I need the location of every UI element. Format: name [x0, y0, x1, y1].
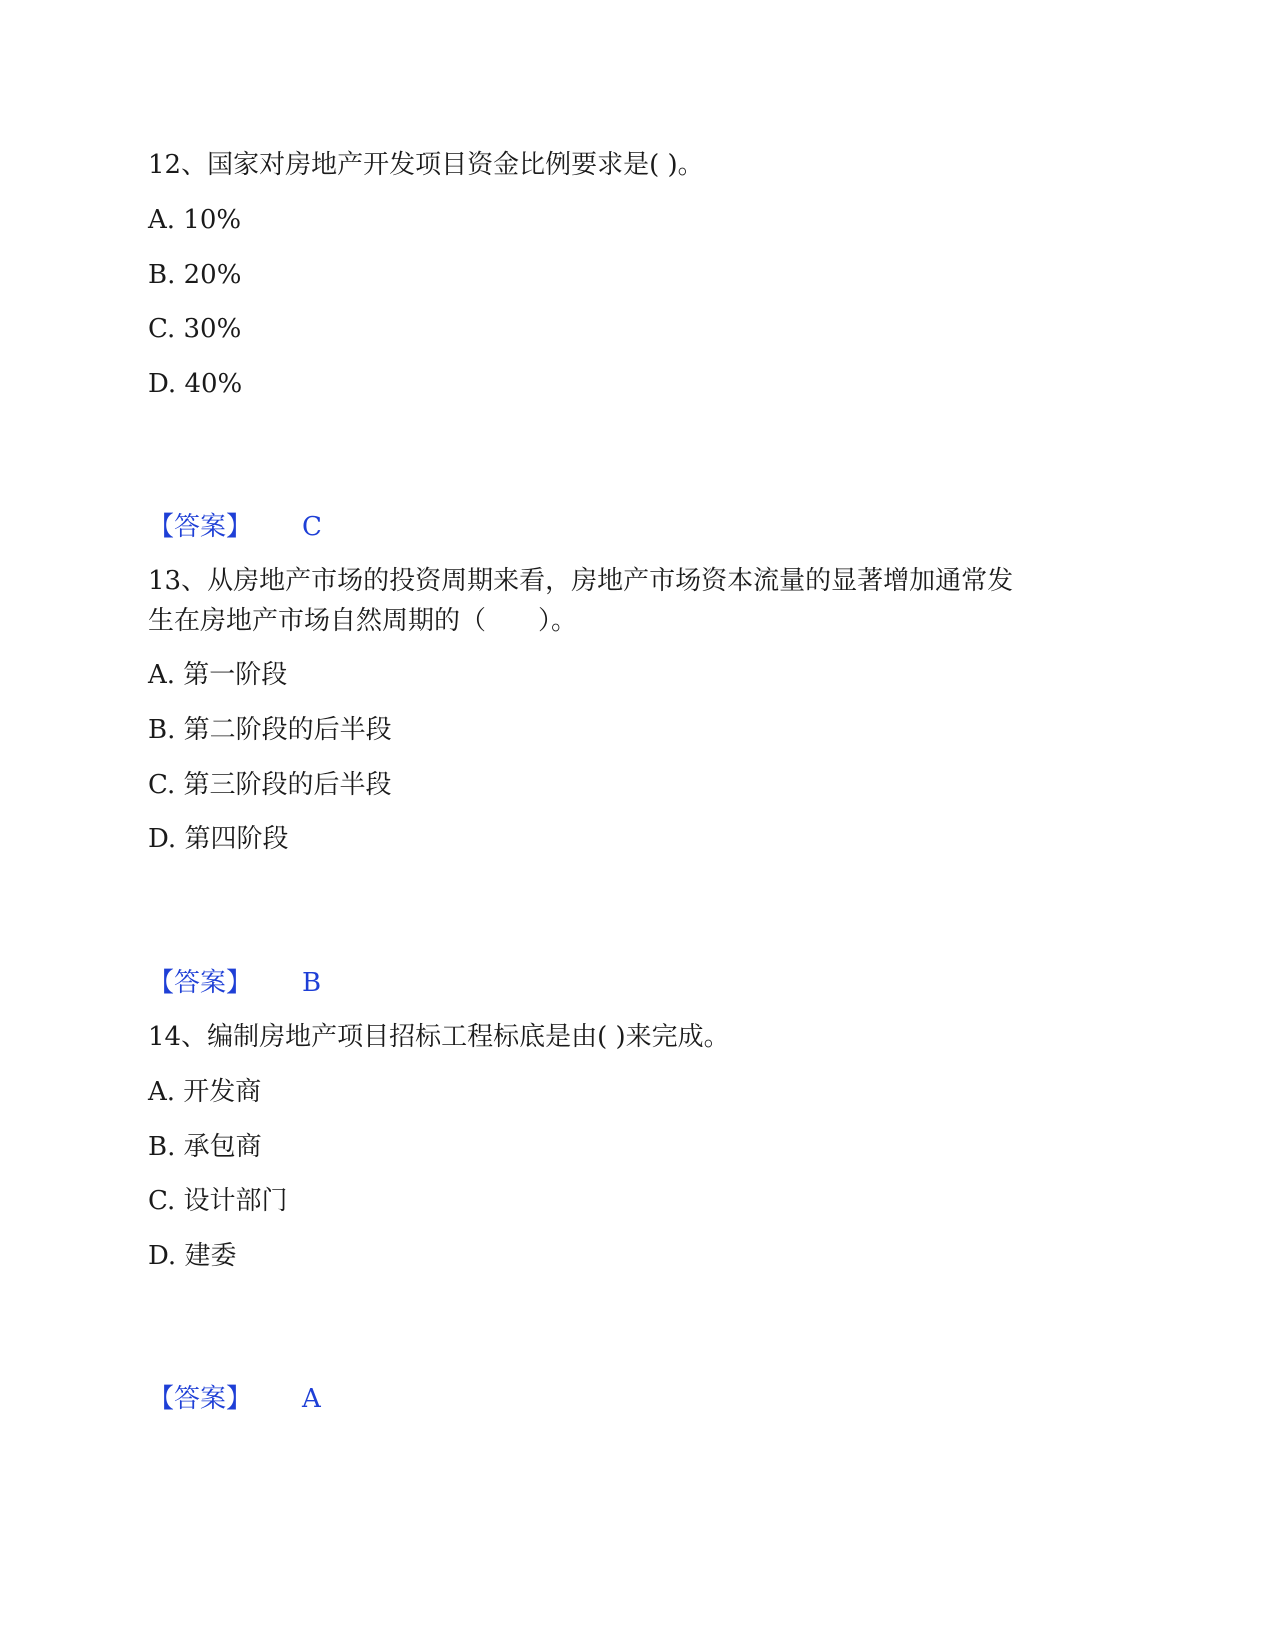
- question-stem-line-2: 生在房地产市场自然周期的（ ）。: [148, 606, 578, 636]
- option-d: D. 第四阶段: [148, 824, 289, 854]
- option-a: A. 开发商: [148, 1077, 262, 1107]
- question-stem-line-1: 13、从房地产市场的投资周期来看，房地产市场资本流量的显著增加通常发: [148, 566, 1014, 596]
- answer-row: [148, 510, 322, 544]
- option-a: A. 10%: [148, 205, 242, 235]
- option-a: A. 第一阶段: [148, 660, 288, 690]
- answer-label: 【答案】: [148, 512, 253, 542]
- question-stem: 12、国家对房地产开发项目资金比例要求是( )。: [148, 150, 704, 180]
- answer-row: [148, 1382, 321, 1416]
- option-c: C. 设计部门: [148, 1186, 288, 1216]
- answer-value: A: [302, 1384, 321, 1414]
- answer-label: 【答案】: [148, 968, 253, 998]
- option-c: C. 30%: [148, 314, 242, 344]
- question-stem: 14、编制房地产项目招标工程标底是由( )来完成。: [148, 1022, 730, 1052]
- option-c: C. 第三阶段的后半段: [148, 770, 392, 800]
- answer-value: B: [302, 968, 322, 998]
- option-b: B. 第二阶段的后半段: [148, 715, 392, 745]
- answer-label: 【答案】: [148, 1384, 253, 1414]
- answer-row: [148, 966, 321, 1000]
- option-b: B. 20%: [148, 260, 242, 290]
- option-d: D. 建委: [148, 1241, 237, 1271]
- option-d: D. 40%: [148, 369, 243, 399]
- answer-value: C: [302, 512, 322, 542]
- option-b: B. 承包商: [148, 1132, 262, 1162]
